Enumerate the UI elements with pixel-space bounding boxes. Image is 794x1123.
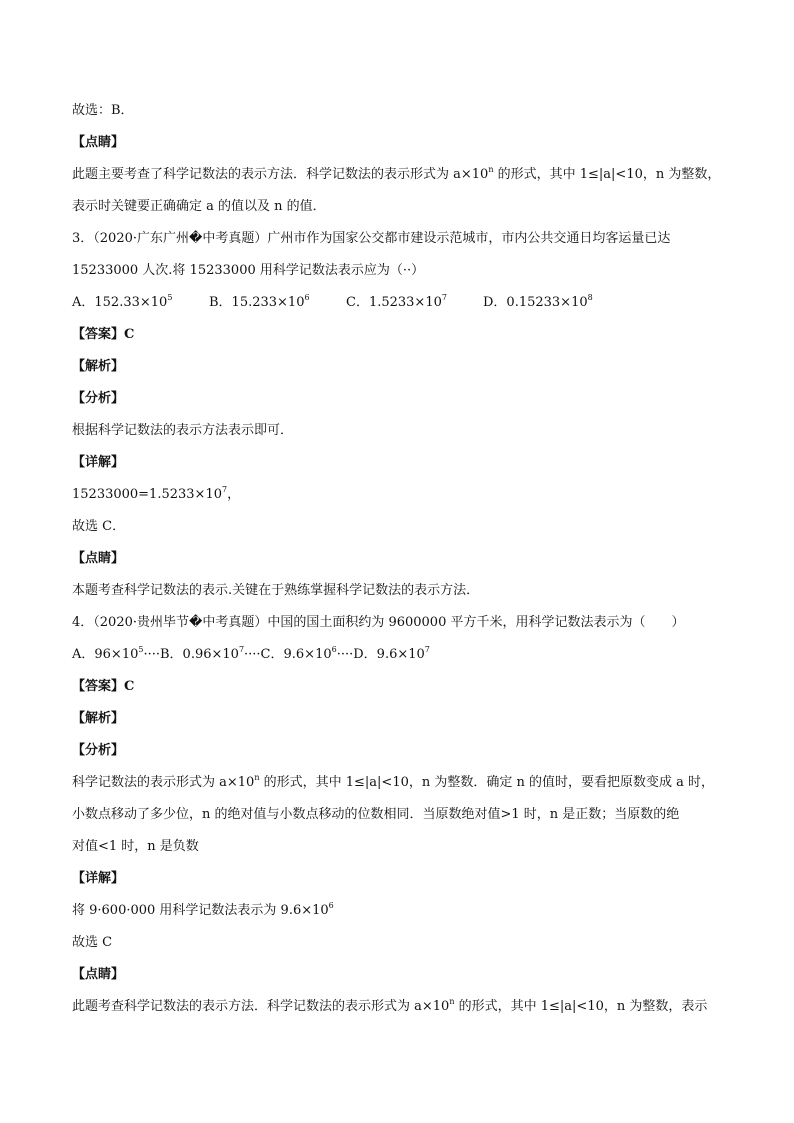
question-4-stem: 4．（2020·贵州毕节�中考真题）中国的国土面积约为 9600000 平方千米，用科学记数法表示为（ ） xyxy=(72,615,685,630)
option-c: C．$1.5233\times 10^7$ xyxy=(346,293,447,310)
option-c: ····C．$9.6\times 10^6$ xyxy=(244,645,337,662)
section-heading-answer: 【答案】C xyxy=(72,327,135,342)
section-heading-fenxi: 【分析】 xyxy=(72,391,125,406)
paragraph-line: 对值<1 时，n 是负数 xyxy=(72,839,199,854)
option-d: D．$0.15233\times 10^8$ xyxy=(483,293,593,310)
paragraph-line: 科学记数法的表示形式为 $a\times 10^n$ 的形式，其中 1≤|a|<10，n 为整数．确定 n 的值时，要看把原数变成 a 时， xyxy=(72,773,715,790)
paragraph-line: 此题考查科学记数法的表示方法．科学记数法的表示形式为 $a\times 10^n$ 的形式，其中 1≤|a|<10，n 为整数，表示 xyxy=(72,997,708,1014)
section-heading-xiangjie: 【详解】 xyxy=(72,871,125,886)
question-3-stem-cont: 15233000 人次.将 15233000 用科学记数法表示应为（··） xyxy=(72,263,425,278)
paragraph-line: 表示时关键要正确确定 a 的值以及 n 的值． xyxy=(72,199,326,214)
section-heading-jiexi: 【解析】 xyxy=(72,359,125,374)
section-heading-jiexi: 【解析】 xyxy=(72,711,125,726)
paragraph-line: 根据科学记数法的表示方法表示即可． xyxy=(72,423,294,438)
paragraph-line: 此题主要考查了科学记数法的表示方法．科学记数法的表示形式为 $a\times 10^n$ 的形式，其中 1≤|a|<10，n 为整数， xyxy=(72,165,721,182)
question-3-stem: 3．（2020·广东广州�中考真题）广州市作为国家公交都市建设示范城市，市内公共交通日均客运量已达 xyxy=(72,231,671,246)
section-heading-dianjing: 【点睛】 xyxy=(72,551,125,566)
question-4-options xyxy=(72,646,430,664)
answer-choice-line: 故选：B． xyxy=(72,103,134,118)
section-heading-dianjing: 【点睛】 xyxy=(72,967,125,982)
paragraph-line: $15233000=1.5233\times 10^7$， xyxy=(72,485,241,502)
section-heading-fenxi: 【分析】 xyxy=(72,743,125,758)
paragraph-line: 小数点移动了多少位，n 的绝对值与小数点移动的位数相同．当原数绝对值>1 时，n 是正数；当原数的绝 xyxy=(72,807,680,822)
option-b: B．$15.233\times 10^6$ xyxy=(209,293,310,310)
section-heading-dianjing: 【点睛】 xyxy=(72,135,125,150)
section-heading-xiangjie: 【详解】 xyxy=(72,455,125,470)
paragraph-line: 本题考查科学记数法的表示.关键在于熟练掌握科学记数法的表示方法． xyxy=(72,583,480,598)
option-a: A．$96\times 10^5$ xyxy=(72,645,144,662)
question-3-options xyxy=(72,294,593,312)
paragraph-line: 故选 C xyxy=(72,935,113,950)
option-b: ····B．$0.96\times 10^7$ xyxy=(143,645,245,662)
option-a: A．$152.33\times 10^5$ xyxy=(72,293,173,310)
paragraph-line: 将 9·600·000 用科学记数法表示为 $9.6\times 10^6$ xyxy=(72,901,334,918)
option-d: ····D．$9.6\times 10^7$ xyxy=(336,645,430,662)
section-heading-answer: 【答案】C xyxy=(72,679,135,694)
paragraph-line: 故选 C． xyxy=(72,519,126,534)
